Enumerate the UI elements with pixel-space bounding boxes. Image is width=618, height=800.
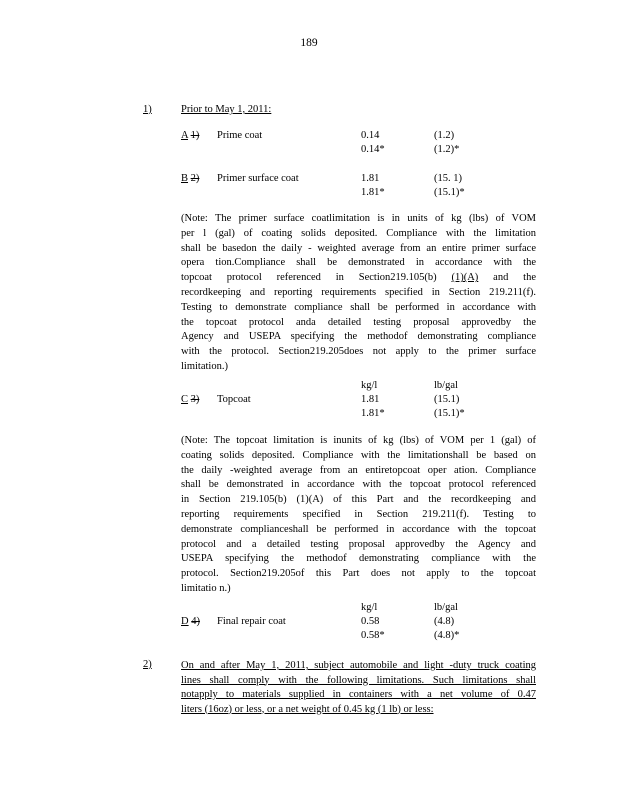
item-1-heading: Prior to May 1, 2011: <box>181 104 272 115</box>
row-c-label <box>181 394 199 405</box>
row-c-kg-alt: 1.81* <box>361 408 385 419</box>
note-primer-surface <box>181 212 536 375</box>
row-a-name: Prime coat <box>217 130 263 141</box>
row-a-label <box>181 130 199 141</box>
note-line: protocol and a detailed testing proposal approvedby the Agency and <box>181 538 536 550</box>
row-c-name: Topcoat <box>217 394 251 405</box>
note-line: in Section 219.105(b) (1)(A) of this Part and the recordkeeping and <box>181 494 536 506</box>
row-a-lb-alt: (1.2)* <box>434 144 460 155</box>
row-c-lb: (15.1) <box>434 394 460 405</box>
item-2-paragraph <box>181 659 536 717</box>
row-b-kg-alt: 1.81* <box>361 187 385 198</box>
row-a-label-old: 1) <box>190 130 200 141</box>
row-d-kg: 0.58 <box>361 616 380 627</box>
note-line: shall be basedon the daily - weighted average from an entire primer surface <box>181 242 536 254</box>
row-c-label-old: 3) <box>190 394 200 405</box>
row-d-header-lb: lb/gal <box>434 602 458 613</box>
row-d-lb: (4.8) <box>434 616 455 627</box>
row-b-label-new: B <box>181 173 189 184</box>
row-b-label-old: 2) <box>190 173 200 184</box>
note-line: the daily -weighted average from an entiretopcoat oper ation. Compliance <box>181 464 536 476</box>
item-2-line: lines shall comply with the following limitations. Such limitations shall <box>181 674 536 686</box>
note-line: Testing to demonstrate compliance shall be performed in accordance with <box>181 301 536 313</box>
note-inserted-text: (1)(A) <box>451 272 479 284</box>
row-c-header-lb: lb/gal <box>434 380 458 391</box>
row-c-lb-alt: (15.1)* <box>434 408 465 419</box>
note-text: and the <box>478 272 537 284</box>
note-text: topcoat protocol referenced in Section219.105(b) <box>181 272 452 284</box>
row-c-header-kg: kg/l <box>361 380 378 391</box>
item-2-line: On and after May 1, 2011, subject automobile and light -duty truck coating <box>181 660 536 671</box>
item-2-line: notapply to materials supplied in containers with a net volume of 0.47 <box>181 689 536 700</box>
row-d-header-kg: kg/l <box>361 602 378 613</box>
note-line: limitatio n.) <box>181 582 231 594</box>
row-a-label-new: A <box>181 130 189 141</box>
item-1-number: 1) <box>143 104 152 115</box>
note-line <box>181 271 536 286</box>
note-topcoat <box>181 434 536 597</box>
item-2-number: 2) <box>143 659 152 670</box>
item-2-line: liters (16oz) or less, or a net weight of 0.45 kg (1 lb) or less: <box>181 703 434 715</box>
row-b-kg: 1.81 <box>361 173 380 184</box>
note-line: per l (gal) of coating solids deposited. Compliance with the limitation <box>181 227 536 239</box>
page-number: 189 <box>300 37 318 49</box>
row-a-lb: (1.2) <box>434 130 455 141</box>
row-d-label <box>181 616 200 627</box>
note-line: protocol. Section219.205of this Part does not apply to the topcoat <box>181 568 536 580</box>
note-line: shall be demonstrated in accordance with the topcoat protocol referenced <box>181 479 536 491</box>
note-line: the topcoat protocol anda detailed testing proposal approvedby the <box>181 316 536 328</box>
note-line: demonstrate complianceshall be performed in accordance with the topcoat <box>181 523 536 535</box>
row-b-lb-alt: (15.1)* <box>434 187 465 198</box>
row-b-lb: (15. 1) <box>434 173 462 184</box>
note-line: (Note: The primer surface coatlimitation is in units of kg (lbs) of VOM <box>181 213 536 224</box>
note-line: coating solids deposited. Compliance with the limitationshall be based on <box>181 449 536 461</box>
row-d-lb-alt: (4.8)* <box>434 630 460 641</box>
row-d-kg-alt: 0.58* <box>361 630 385 641</box>
note-line: Agency and USEPA specifying the methodof demonstrating compliance <box>181 331 536 343</box>
row-d-label-new: D <box>181 616 189 627</box>
row-a-kg-alt: 0.14* <box>361 144 385 155</box>
row-b-name: Primer surface coat <box>217 173 299 184</box>
row-c-label-new: C <box>181 394 189 405</box>
row-c-kg: 1.81 <box>361 394 380 405</box>
row-b-label <box>181 173 199 184</box>
note-line: recordkeeping and reporting requirements specified in Section 219.211(f). <box>181 286 536 298</box>
row-d-name: Final repair coat <box>217 616 286 627</box>
note-line: with the protocol. Section219.205does not apply to the primer surface <box>181 346 536 358</box>
note-line: opera tion.Compliance shall be demonstrated in accordance with the <box>181 257 536 269</box>
row-d-label-old: 4) <box>191 616 200 627</box>
note-line: reporting requirements specified in Section 219.211(f). Testing to <box>181 508 536 520</box>
note-line: USEPA specifying the methodof demonstrating compliance with the <box>181 553 536 565</box>
note-line: (Note: The topcoat limitation is inunits of kg (lbs) of VOM per 1 (gal) of <box>181 435 536 446</box>
note-line: limitation.) <box>181 360 228 372</box>
row-a-kg: 0.14 <box>361 130 380 141</box>
